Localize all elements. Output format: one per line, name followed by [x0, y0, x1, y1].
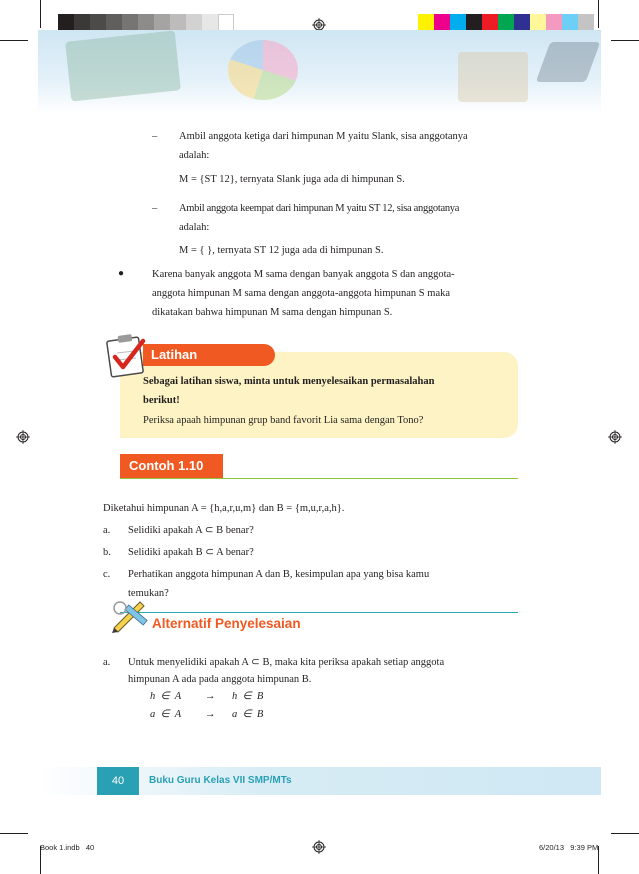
- pie-chart-graphic: [228, 40, 298, 100]
- latihan-question: Periksa apaah himpunan grup band favorit Lia sama dengan Tono?: [143, 415, 424, 426]
- contoh-item-text: Perhatikan anggota himpunan A dan B, kesimpulan apa yang bisa kamu: [128, 569, 430, 580]
- conclusion-text: Karena banyak anggota M sama dengan banyak anggota S dan anggota-: [152, 269, 455, 280]
- contoh-item-label: c.: [103, 569, 111, 580]
- implication-left: a ∈ A: [150, 709, 182, 720]
- step-result: M = { }, ternyata ST 12 juga ada di himpunan S.: [179, 245, 384, 256]
- conclusion-text: dikatakan bahwa himpunan M sama dengan himpunan S.: [152, 307, 393, 318]
- alternatif-text: himpunan A ada pada anggota himpunan B.: [128, 674, 312, 685]
- crop-mark: [611, 833, 639, 834]
- step-text: Ambil anggota ketiga dari himpunan M yaitu Slank, sisa anggotanya: [179, 131, 468, 142]
- slug-right: 6/20/13 9:39 PM: [539, 843, 599, 852]
- chalkboard-graphic: [65, 30, 181, 101]
- alternatif-text: Untuk menyelidiki apakah A ⊂ B, maka kita periksa apakah setiap anggota: [128, 657, 445, 668]
- book-title: Buku Guru Kelas VII SMP/MTs: [149, 775, 292, 786]
- implication-right: h ∈ B: [232, 691, 264, 702]
- step-text: adalah:: [179, 222, 210, 233]
- conclusion-text: anggota himpunan M sama dengan anggota-anggota himpunan S maka: [152, 288, 451, 299]
- step-dash: –: [152, 131, 158, 142]
- crop-mark: [40, 0, 41, 28]
- registration-mark-icon: [312, 840, 326, 854]
- implication-arrow: →: [205, 709, 216, 720]
- step-text: Ambil anggota keempat dari himpunan M yaitu ST 12, sisa anggotanya: [179, 203, 460, 214]
- page-number: 40: [97, 767, 139, 795]
- crop-mark: [0, 833, 28, 834]
- clipboard-check-icon: [103, 331, 149, 379]
- contoh-intro: Diketahui himpunan A = {h,a,r,u,m} dan B = {m,u,r,a,h}.: [103, 503, 345, 514]
- step-result: M = {ST 12}, ternyata Slank juga ada di himpunan S.: [179, 174, 405, 185]
- alternatif-rule: [120, 612, 518, 613]
- contoh-item-text: Selidiki apakah A ⊂ B benar?: [128, 525, 254, 536]
- latihan-instruction: Sebagai latihan siswa, minta untuk menyelesaikan permasalahan: [143, 376, 435, 387]
- contoh-item-label: a.: [103, 525, 111, 536]
- header-banner: [38, 30, 601, 114]
- alternatif-title: Alternatif Penyelesaian: [152, 616, 301, 631]
- implication-arrow: →: [205, 691, 216, 702]
- crop-mark: [611, 40, 639, 41]
- step-dash: –: [152, 203, 158, 214]
- slug-left: Book 1.indb 40: [40, 843, 95, 852]
- registration-mark-icon: [608, 430, 622, 444]
- crop-mark: [598, 0, 599, 28]
- contoh-title: Contoh 1.10: [120, 454, 223, 478]
- books-graphic: [458, 52, 528, 102]
- pencil-ruler-icon: [110, 598, 150, 634]
- registration-mark-icon: [16, 430, 30, 444]
- bullet: ●: [118, 268, 125, 279]
- contoh-item-text: temukan?: [128, 588, 169, 599]
- crop-mark: [0, 40, 28, 41]
- implication-right: a ∈ B: [232, 709, 264, 720]
- contoh-rule: [120, 478, 518, 479]
- latihan-instruction: berikut!: [143, 395, 180, 406]
- alternatif-label: a.: [103, 657, 111, 668]
- contoh-item-text: Selidiki apakah B ⊂ A benar?: [128, 547, 254, 558]
- implication-left: h ∈ A: [150, 691, 182, 702]
- contoh-item-label: b.: [103, 547, 111, 558]
- step-text: adalah:: [179, 150, 210, 161]
- latihan-title: Latihan: [143, 344, 275, 366]
- graduation-cap-graphic: [536, 42, 601, 82]
